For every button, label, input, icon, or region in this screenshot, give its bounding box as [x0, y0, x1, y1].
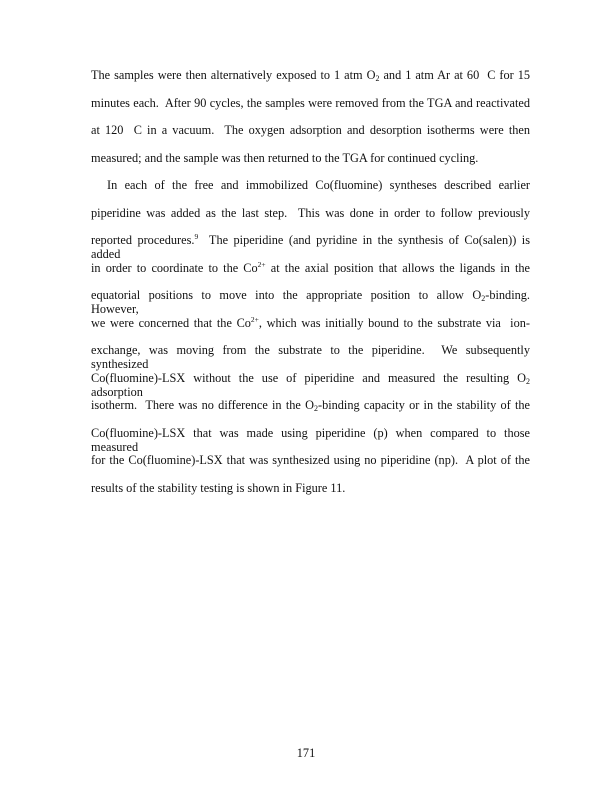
text-line	[91, 206, 530, 220]
text-segment: results of the stability testing is shown in Figure 11.	[91, 481, 346, 495]
text-segment: -binding capacity or in the stability of the	[317, 398, 530, 412]
text-segment: The samples were then alternatively exposed to 1 atm O	[91, 68, 376, 82]
text-segment: The piperidine (and pyridine in the synthesis of Co(salen)) is added	[91, 233, 534, 261]
text-segment: -binding. However,	[91, 288, 537, 316]
text-segment: adsorption	[91, 371, 534, 399]
text-line	[91, 343, 534, 371]
text-segment: and 1 atm Ar at 60 C for 15	[379, 68, 531, 82]
text-line	[91, 426, 534, 454]
text-line	[91, 261, 530, 275]
text-segment: , which was initially bound to the substrate via ion-	[258, 316, 530, 330]
text-segment: Co(fluomine)-LSX without the use of piperidine and measured the resulting O	[91, 371, 526, 385]
text-segment: piperidine was added as the last step. This was done in order to follow previously	[91, 206, 530, 220]
text-segment: we were concerned that the Co	[91, 316, 251, 330]
text-segment: equatorial positions to move into the appropriate position to allow O	[91, 288, 482, 302]
text-segment: in order to coordinate to the Co	[91, 261, 258, 275]
text-line	[91, 398, 530, 412]
text-line	[91, 453, 530, 467]
text-segment: Co(fluomine)-LSX that was made using piperidine (p) when compared to those measured	[91, 426, 534, 454]
text-line	[91, 96, 530, 110]
text-segment: isotherm. There was no difference in the O	[91, 398, 314, 412]
text-line	[107, 178, 530, 192]
subscript: 2	[526, 377, 530, 386]
text-line	[91, 316, 530, 330]
text-line	[91, 151, 530, 165]
text-segment: In each of the free and immobilized Co(fluomine) syntheses described earlier	[107, 178, 530, 192]
subscript: 2	[481, 294, 486, 303]
superscript: 9	[194, 232, 199, 241]
text-line	[91, 123, 530, 137]
superscript: 2+	[257, 260, 266, 269]
subscript: 2	[313, 404, 318, 413]
text-segment: at the axial position that allows the ligands in the	[265, 261, 531, 275]
text-line	[91, 288, 537, 316]
text-line	[91, 68, 530, 82]
superscript: 2+	[250, 315, 259, 324]
text-segment: minutes each. After 90 cycles, the samples were removed from the TGA and reactivated	[91, 96, 530, 110]
text-line	[91, 232, 534, 261]
page-number: 171	[296, 746, 316, 760]
text-segment: measured; and the sample was then returned to the TGA for continued cycling.	[91, 151, 479, 165]
subscript: 2	[375, 74, 380, 83]
text-segment: for the Co(fluomine)-LSX that was synthesized using no piperidine (np). A plot of the	[91, 453, 530, 467]
text-line	[91, 371, 534, 399]
text-segment: exchange, was moving from the substrate to the piperidine. We subsequently synthesized	[91, 343, 534, 371]
text-segment: reported procedures.	[91, 233, 195, 247]
text-line	[91, 481, 530, 495]
text-segment: at 120 C in a vacuum. The oxygen adsorption and desorption isotherms were then	[91, 123, 530, 137]
